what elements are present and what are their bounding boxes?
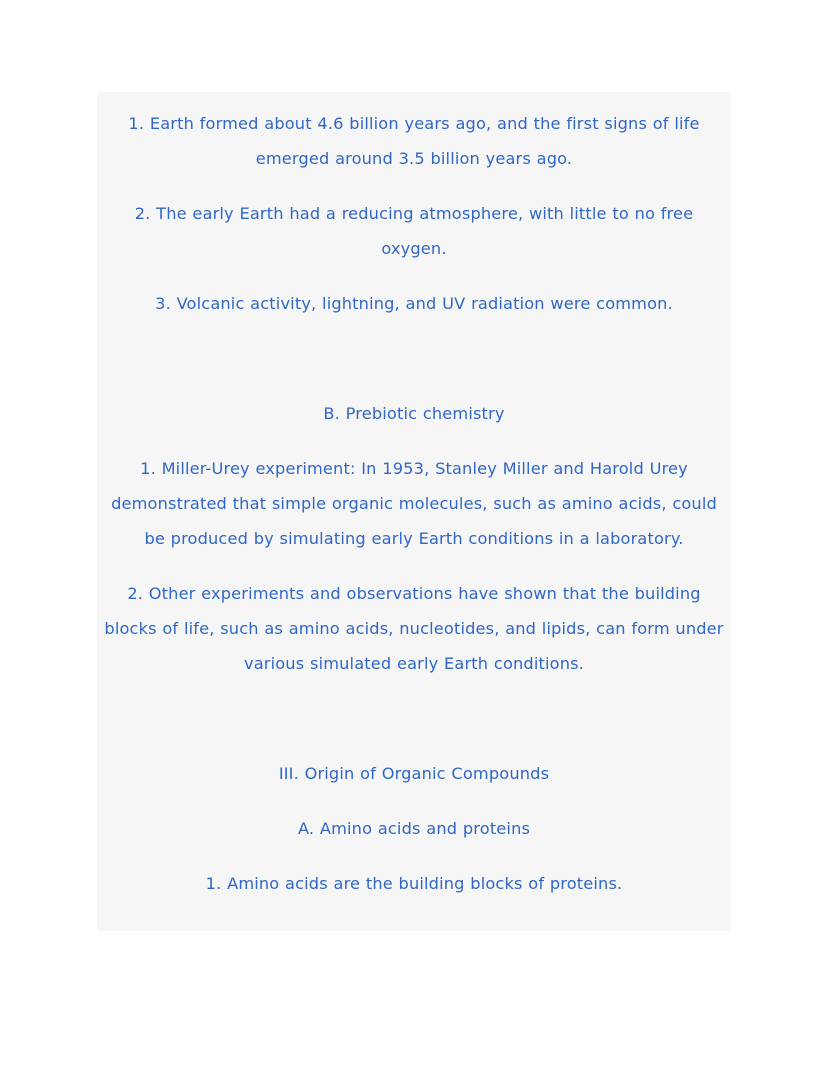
section-break-spacer-1 <box>97 321 731 396</box>
outline-heading-amino-acids-and-proteins: A. Amino acids and proteins <box>297 819 531 838</box>
outline-heading-prebiotic-chemistry: B. Prebiotic chemistry <box>323 404 505 423</box>
outline-item-volcanic-activity: 3. Volcanic activity, lightning, and UV radiation were common. <box>155 294 673 313</box>
outline-item-reducing-atmosphere: 2. The early Earth had a reducing atmosphere, with little to no free oxygen. <box>134 204 694 258</box>
section-break-spacer-2 <box>97 681 731 756</box>
document-content-block <box>97 92 731 931</box>
outline-item-miller-urey-experiment: 1. Miller-Urey experiment: In 1953, Stanley Miller and Harold Urey demonstrated that simple organic molecules, such as amino acids, could be produced by simulating early Earth conditions in a laboratory. <box>111 459 717 548</box>
outline-item-earth-formed: 1. Earth formed about 4.6 billion years ago, and the first signs of life emerged around 3.5 billion years ago. <box>128 114 700 168</box>
outline-item-other-experiments: 2. Other experiments and observations have shown that the building blocks of life, such as amino acids, nucleotides, and lipids, can form under various simulated early Earth conditions. <box>104 584 724 673</box>
outline-item-amino-acids-building-blocks: 1. Amino acids are the building blocks of proteins. <box>205 874 623 893</box>
outline-heading-origin-of-organic-compounds: III. Origin of Organic Compounds <box>278 764 550 783</box>
